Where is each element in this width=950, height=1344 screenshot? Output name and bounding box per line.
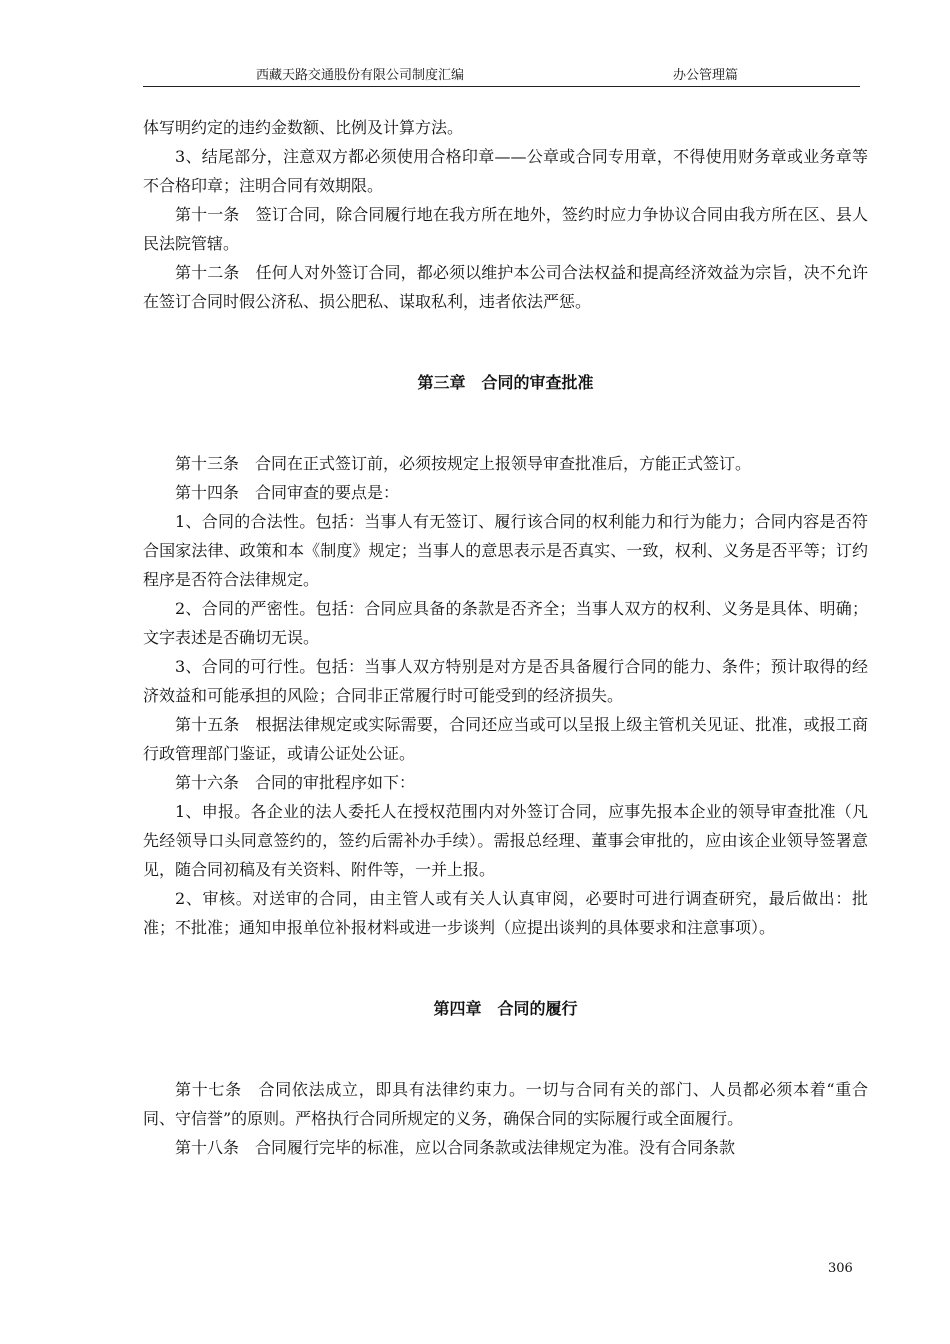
chapter-3-title: 第三章 合同的审查批准 <box>417 373 594 392</box>
article-11: 第十一条 签订合同，除合同履行地在我方所在地外，签约时应力争协议合同由我方所在区、县人民法院管辖。 <box>143 205 868 253</box>
article-14-item-2: 2、合同的严密性。包括：合同应具备的条款是否齐全；当事人双方的权利、义务是具体、明确；文字表述是否确切无误。 <box>143 599 868 647</box>
article-14-item-1: 1、合同的合法性。包括：当事人有无签订、履行该合同的权利能力和行为能力；合同内容是否符合国家法律、政策和本《制度》规定；当事人的意思表示是否真实、一致，权利、义务是否平等；订约程序是否符合法律规定。 <box>143 512 868 589</box>
article-16-item-1: 1、申报。各企业的法人委托人在授权范围内对外签订合同，应事先报本企业的领导审查批准（凡先经领导口头同意签约的，签约后需补办手续）。需报总经理、董事会审批的，应由该企业领导签署意见，随合同初稿及有关资料、附件等，一并上报。 <box>143 802 868 879</box>
article-17: 第十七条 合同依法成立，即具有法律约束力。一切与合同有关的部门、人员都必须本着“重合同、守信誉”的原则。严格执行合同所规定的义务，确保合同的实际履行或全面履行。 <box>143 1080 868 1128</box>
header-section-title: 办公管理篇 <box>673 68 739 83</box>
article-18: 第十八条 合同履行完毕的标准，应以合同条款或法律规定为准。没有合同条款 <box>175 1138 736 1157</box>
page-header <box>143 62 860 87</box>
article-16-item-2: 2、审核。对送审的合同，由主管人或有关人认真审阅，必要时可进行调查研究，最后做出：批准；不批准；通知申报单位补报材料或进一步谈判（应提出谈判的具体要求和注意事项）。 <box>143 889 868 937</box>
article-13: 第十三条 合同在正式签订前，必须按规定上报领导审查批准后，方能正式签订。 <box>175 454 752 473</box>
article-14: 第十四条 合同审查的要点是： <box>175 483 400 502</box>
chapter-4-title: 第四章 合同的履行 <box>433 999 578 1018</box>
article-15: 第十五条 根据法律规定或实际需要，合同还应当或可以呈报上级主管机关见证、批准，或报工商行政管理部门鉴证，或请公证处公证。 <box>143 715 868 763</box>
page-number: 306 <box>828 1261 853 1276</box>
page-body <box>143 113 868 1162</box>
paragraph-continuation: 体写明约定的违约金数额、比例及计算方法。 <box>143 118 464 137</box>
article-16: 第十六条 合同的审批程序如下： <box>175 773 416 792</box>
article-12: 第十二条 任何人对外签订合同，都必须以维护本公司合法权益和提高经济效益为宗旨，决不允许在签订合同时假公济私、损公肥私、谋取私利，违者依法严惩。 <box>143 263 868 311</box>
paragraph-ending-section: 3、结尾部分，注意双方都必须使用合格印章——公章或合同专用章，不得使用财务章或业务章等不合格印章；注明合同有效期限。 <box>143 147 868 195</box>
article-14-item-3: 3、合同的可行性。包括：当事人双方特别是对方是否具备履行合同的能力、条件；预计取得的经济效益和可能承担的风险；合同非正常履行时可能受到的经济损失。 <box>143 657 868 705</box>
header-document-title: 西藏天路交通股份有限公司制度汇编 <box>256 68 465 83</box>
